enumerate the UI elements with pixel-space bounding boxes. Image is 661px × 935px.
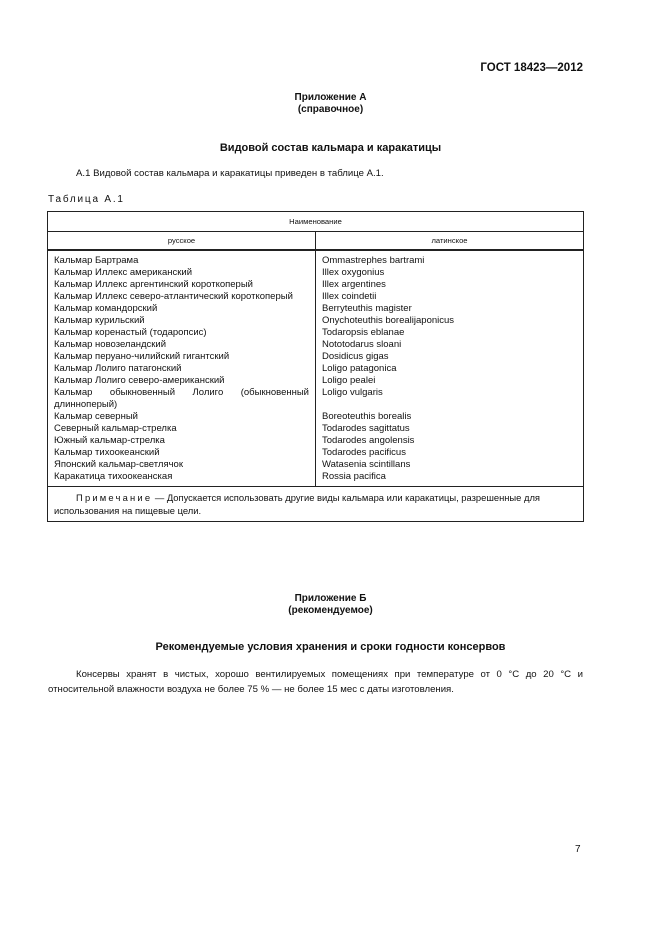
list-item: Ommastrephes bartrami: [322, 255, 425, 266]
appendix-b-heading: Рекомендуемые условия хранения и сроки годности консервов: [155, 641, 506, 653]
list-item: Illex coindetii: [322, 291, 377, 302]
list-item: Onychoteuthis borealijaponicus: [322, 315, 455, 326]
list-item: Todarodes pacificus: [322, 447, 406, 458]
russian-names-cell: [48, 250, 316, 487]
note-text: — Допускается использовать другие виды кальмара или каракатицы, разрешенные для использования на пищевые цели.: [54, 492, 540, 516]
note-label: Примечание: [76, 492, 153, 503]
list-item: Кальмар Иллекс аргентинский короткоперый: [54, 279, 253, 290]
list-item: Todarodes sagittatus: [322, 423, 410, 434]
appendix-b-subtitle: (рекомендуемое): [288, 605, 373, 616]
table-label: Таблица А.1: [48, 194, 125, 205]
list-item: Кальмар северный: [54, 411, 138, 422]
table-header-main: Наименование: [48, 212, 584, 232]
list-item: Todaropsis eblanae: [322, 327, 405, 338]
table-header-russian: русское: [48, 232, 316, 251]
list-item: Loligo vulgaris: [322, 387, 383, 398]
appendix-a-heading: Видовой состав кальмара и каракатицы: [219, 142, 442, 154]
species-table: [47, 211, 584, 522]
list-item: Кальмар обыкновенный Лолиго (обыкновенный длинноперый): [54, 387, 309, 410]
list-item: Illex argentines: [322, 279, 386, 290]
list-item: Кальмар перуано-чилийский гигантский: [54, 351, 230, 362]
list-item: Boreoteuthis borealis: [322, 411, 412, 422]
list-item: Кальмар Лолиго патагонский: [54, 363, 182, 374]
list-item: Кальмар новозеландский: [54, 339, 167, 350]
appendix-b-paragraph: Консервы хранят в чистых, хорошо вентилируемых помещениях при температуре от 0 °С до 20 °С и относительной влажности воздуха не более 75 % — не более 15 мес с даты изготовления.: [48, 669, 583, 695]
list-item: Nototodarus sloani: [322, 339, 402, 350]
list-item: Berryteuthis magister: [322, 303, 412, 314]
appendix-a-title: Приложение А: [294, 92, 367, 103]
list-item: Кальмар тихоокеанский: [54, 447, 160, 458]
list-item: Loligo pealei: [322, 375, 376, 386]
appendix-b-title: Приложение Б: [294, 593, 367, 604]
list-item: Dosidicus gigas: [322, 351, 389, 362]
appendix-a-subtitle: (справочное): [297, 104, 364, 115]
list-item: Loligo patagonica: [322, 363, 397, 374]
list-item: Illex oxygonius: [322, 267, 385, 278]
table-header-latin: латинское: [316, 232, 584, 251]
list-item: Японский кальмар-светлячок: [54, 459, 183, 470]
list-item: Кальмар Иллекс американский: [54, 267, 193, 278]
list-item: Rossia pacifica: [322, 471, 386, 482]
list-item: Кальмар командорский: [54, 303, 158, 314]
list-item: Todarodes angolensis: [322, 435, 415, 446]
list-item: Кальмар Лолиго северо-американский: [54, 375, 225, 386]
latin-names-cell: [316, 250, 584, 487]
list-item: Watasenia scintillans: [322, 459, 411, 470]
list-item: Кальмар коренастый (тодаропсис): [54, 327, 207, 338]
list-item: Кальмар Бартрама: [54, 255, 139, 266]
list-item: Кальмар курильский: [54, 315, 145, 326]
page-number: 7: [575, 844, 581, 855]
list-item: Каракатица тихоокеанская: [54, 471, 173, 482]
table-note: [48, 487, 584, 522]
list-item: Кальмар Иллекс северо-атлантический короткоперый: [54, 291, 293, 302]
list-item: Северный кальмар-стрелка: [54, 423, 177, 434]
appendix-a-paragraph: А.1 Видовой состав кальмара и каракатицы приведен в таблице А.1.: [76, 168, 384, 179]
standard-number: ГОСТ 18423—2012: [480, 62, 583, 74]
list-item: Южный кальмар-стрелка: [54, 435, 165, 446]
